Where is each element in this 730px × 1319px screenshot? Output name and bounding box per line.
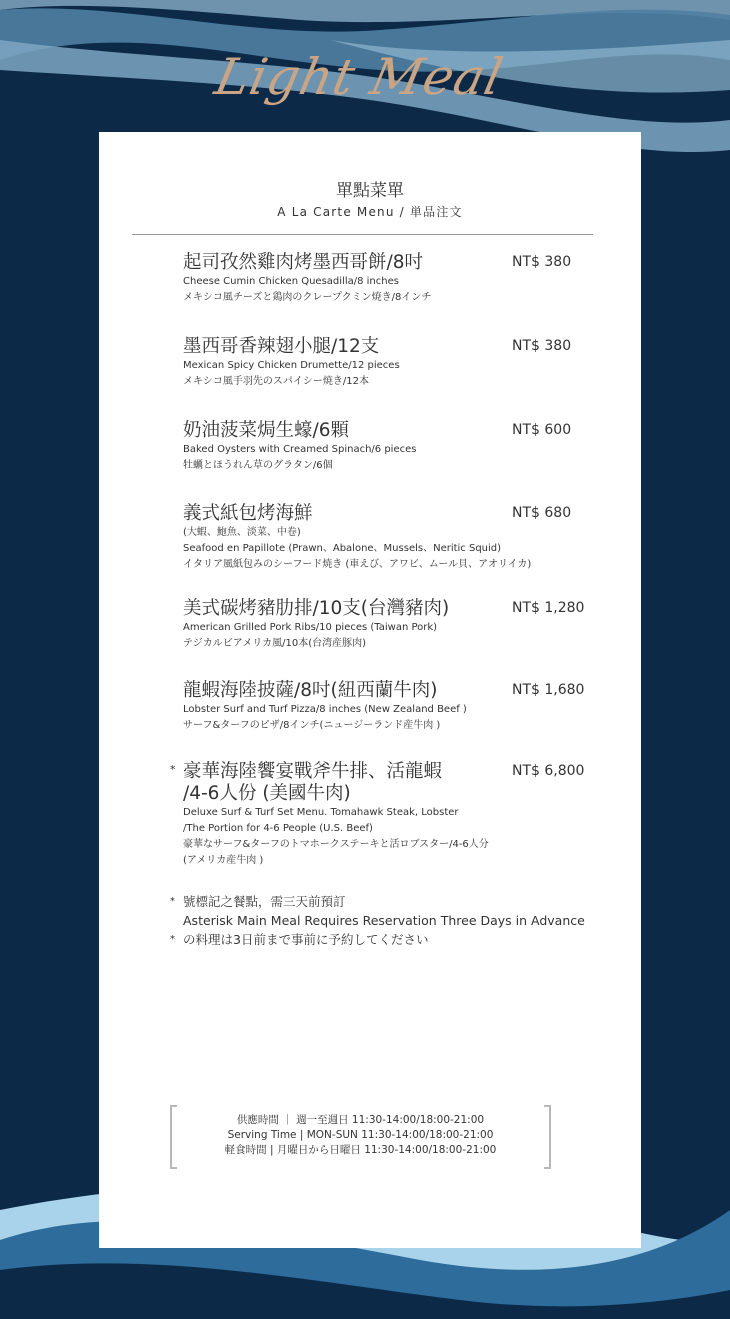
- item-name-jp: 牡蠣とほうれん草のグラタン/6個: [183, 460, 333, 471]
- item-name-zh: 奶油菠菜焗生蠔/6顆: [183, 420, 350, 441]
- item-name-jp: 豪華なサーフ&ターフのトマホークステーキと活ロブスター/4-6人分: [183, 839, 489, 850]
- serving-time-zh: 供應時間 ｜ 週一至週日 11:30-14:00/18:00-21:00: [236, 1114, 485, 1126]
- menu-item: [183, 252, 603, 306]
- item-ingredients-zh: (大蝦、鮑魚、淡菜、中卷): [183, 527, 301, 538]
- item-name-en: Lobster Surf and Turf Pizza/8 inches (New Zealand Beef ): [183, 704, 467, 715]
- item-name-en-line2: /The Portion for 4-6 People (U.S. Beef): [183, 823, 373, 834]
- item-name-zh: 美式碳烤豬肋排/10支(台灣豬肉): [183, 598, 450, 619]
- item-name-en: Mexican Spicy Chicken Drumette/12 pieces: [183, 360, 400, 371]
- item-price: NT$ 1,680: [512, 682, 585, 698]
- item-price: NT$ 380: [512, 338, 572, 354]
- serving-time-box: [170, 1105, 551, 1167]
- note-en: Asterisk Main Meal Requires Reservation Three Days in Advance: [183, 913, 585, 928]
- item-name-zh: 豪華海陸饗宴戰斧牛排、活龍蝦: [183, 761, 443, 782]
- item-price: NT$ 380: [512, 254, 572, 270]
- menu-card: [99, 132, 641, 1248]
- item-price: NT$ 1,280: [512, 600, 585, 616]
- item-name-zh: 起司孜然雞肉烤墨西哥餅/8吋: [183, 252, 424, 273]
- note-zh: 號標記之餐點，需三天前預訂: [183, 894, 346, 909]
- menu-item: [183, 598, 603, 652]
- item-price: NT$ 6,800: [512, 763, 585, 779]
- divider: [132, 234, 593, 235]
- menu-item-reservation: [170, 761, 603, 869]
- item-name-jp: メキシコ風手羽先のスパイシー焼き/12本: [183, 376, 369, 387]
- menu-item: [183, 503, 603, 573]
- menu-item: [183, 336, 603, 390]
- reservation-notes: [170, 892, 585, 949]
- light-meal-logo: Light Meal: [210, 48, 509, 106]
- item-price: NT$ 680: [512, 505, 572, 521]
- asterisk-mark: *: [170, 896, 175, 907]
- item-name-jp: メキシコ風チーズと鶏肉のクレープクミン焼き/8インチ: [183, 292, 432, 303]
- item-name-en: American Grilled Pork Ribs/10 pieces (Taiwan Pork): [183, 622, 438, 633]
- item-name-en: Cheese Cumin Chicken Quesadilla/8 inches: [183, 276, 399, 287]
- item-price: NT$ 600: [512, 422, 572, 438]
- serving-time-jp: 軽食時間 | 月曜日から日曜日 11:30-14:00/18:00-21:00: [224, 1144, 497, 1156]
- item-name-jp: イタリア風紙包みのシーフード焼き (車えび、アワビ、ムール貝、アオリイカ): [183, 559, 532, 570]
- item-name-zh: 義式紙包烤海鮮: [183, 503, 313, 524]
- item-name-jp: サーフ&ターフのピザ/8インチ(ニュージーランド産牛肉 ): [183, 720, 441, 731]
- item-name-en: Seafood en Papillote (Prawn、Abalone、Mussels、Neritic Squid): [183, 543, 502, 554]
- item-name-zh-line2: /4-6人份 (美國牛肉): [183, 783, 351, 804]
- menu-title: 單點菜單: [336, 181, 404, 201]
- asterisk-mark: *: [170, 934, 175, 945]
- serving-time-en: Serving Time | MON-SUN 11:30-14:00/18:00-21:00: [227, 1129, 494, 1141]
- item-name-en: Baked Oysters with Creamed Spinach/6 pieces: [183, 444, 417, 455]
- item-name-jp-line2: (アメリカ産牛肉 ): [183, 855, 264, 866]
- menu-subtitle: A La Carte Menu / 単品注文: [277, 205, 463, 219]
- note-jp: の料理は3日前まで事前に予約してください: [183, 932, 429, 947]
- menu-item: [183, 680, 603, 734]
- menu-item: [183, 420, 603, 474]
- item-name-en: Deluxe Surf & Turf Set Menu. Tomahawk Steak, Lobster: [183, 807, 459, 818]
- item-name-jp: テジカルビアメリカ風/10本(台湾産豚肉): [183, 638, 366, 649]
- item-name-zh: 龍蝦海陸披薩/8吋(紐西蘭牛肉): [183, 680, 438, 701]
- asterisk-mark: *: [170, 763, 176, 776]
- item-name-zh: 墨西哥香辣翅小腿/12支: [183, 336, 380, 357]
